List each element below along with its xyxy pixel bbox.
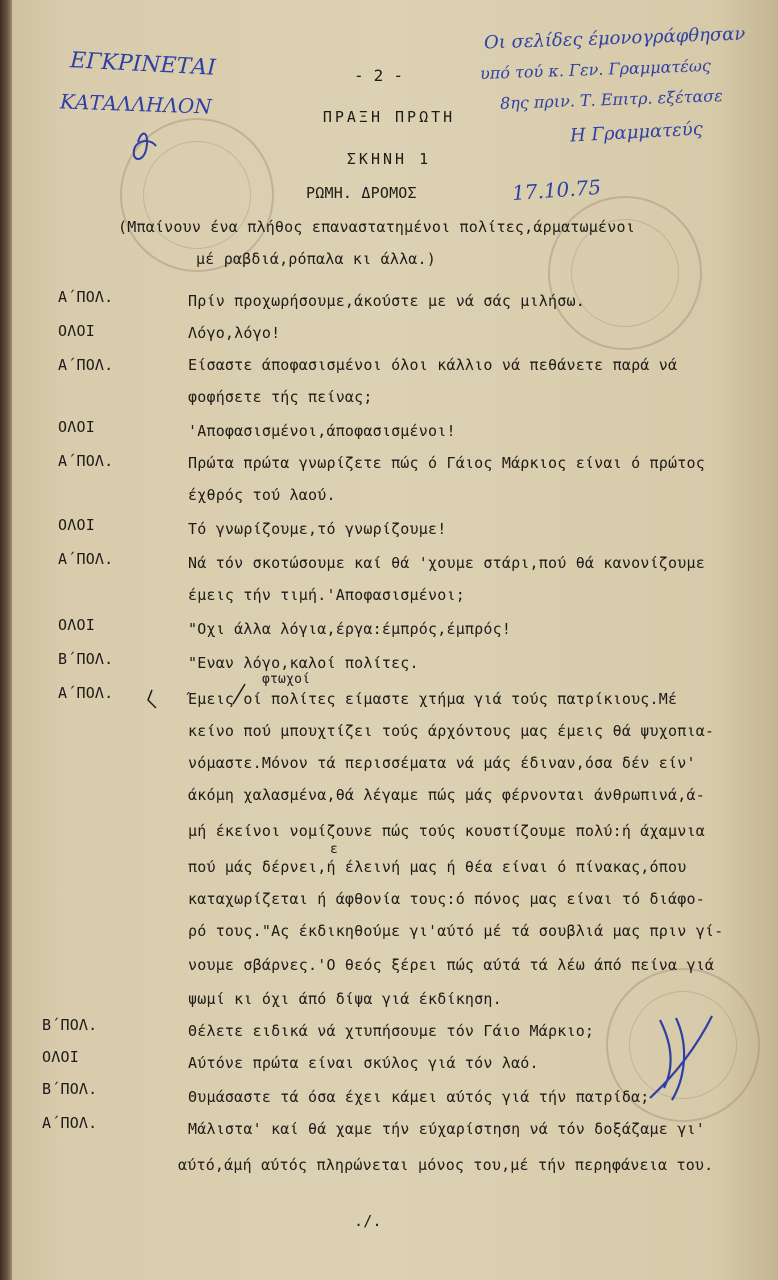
handwritten-insert-letter: ε (330, 842, 339, 857)
speaker-8: ΟΛΟΙ (58, 616, 95, 634)
speaker-2: ΟΛΟΙ (58, 322, 95, 340)
dialogue-line-10-6: πού μάς δέρνει,ή έλεινή μας ή θέα είναι ό πίνακας,όπου (188, 858, 687, 876)
speaker-10: Α΄ΠΟΛ. (58, 684, 114, 702)
setting-line: ΡΩΜΗ. ΔΡΟΜΟΣ (306, 184, 417, 202)
handwritten-approval-1: ΕΓΚΡΙΝΕΤΑΙ (69, 48, 217, 81)
dialogue-line-14-2: αύτό,άμή αύτός πληρώνεται μόνος του,μέ τήν περηφάνεια του. (178, 1156, 714, 1174)
dialogue-line-10-4: άκόμη χαλασμένα,θά λέγαμε πώς μάς φέρνονται άνθρωπινά,ά- (188, 786, 705, 804)
dialogue-line-10-3: νόμαστε.Μόνον τά περισσέματα νά μάς έδιναν,όσα δέν είν' (188, 754, 696, 772)
speaker-7: Α΄ΠΟΛ. (58, 550, 114, 568)
dialogue-line-7-2: έμεις τήν τιμή.'Αποφασισμένοι; (188, 586, 465, 604)
dialogue-line-8-1: "Οχι άλλα λόγια,έργα:έμπρός,έμπρός! (188, 620, 512, 638)
dialogue-line-5-2: έχθρός τού λαού. (188, 486, 336, 504)
dialogue-line-7-1: Νά τόν σκοτώσουμε καί θά 'χουμε στάρι,πού θά κανονίζουμε (188, 554, 705, 572)
handwritten-note-1: Οι σελίδες έμονογράφθησαν (483, 23, 746, 54)
handwritten-note-2: υπό τού κ. Γεν. Γραμματέως (479, 55, 712, 84)
dialogue-line-6-1: Τό γνωρίζουμε,τό γνωρίζουμε! (188, 520, 447, 538)
dialogue-line-10-7: καταχωρίζεται ή άφθονία τους:ό πόνος μας είναι τό διάφο- (188, 890, 705, 908)
dialogue-line-10-10: ψωμί κι όχι άπό δίψα γιά έκδίκηση. (188, 990, 502, 1008)
speaker-14: Α΄ΠΟΛ. (42, 1114, 98, 1132)
handwritten-note-4: Η Γραμματεύς (569, 118, 704, 147)
dialogue-line-14-1: Μάλιστα' καί θά χαμε τήν εύχαρίστηση νά τόν δοξάζαμε γι' (188, 1120, 705, 1138)
dialogue-line-3-2: φοφήσετε τής πείνας; (188, 388, 373, 406)
dialogue-line-1-1: Πρίν προχωρήσουμε,άκούστε με νά σάς μιλήσω. (188, 292, 585, 310)
insertion-caret (148, 690, 156, 708)
speaker-9: Β΄ΠΟΛ. (58, 650, 114, 668)
handwritten-approval-2: ΚΑΤΑΛΛΗΛΟΝ (59, 89, 213, 119)
dialogue-line-10-5: μή έκείνοι νομίζουνε πώς τούς κουστίζουμε πολύ:ή άχαμνια (188, 822, 705, 840)
speaker-1: Α΄ΠΟΛ. (58, 288, 114, 306)
dialogue-line-10-9: νουμε σβάρνες.'Ο θεός ξέρει πώς αύτά τά λέω άπό πείνα γιά (188, 956, 715, 974)
dialogue-line-13-1: Θυμάσαστε τά όσα έχει κάμει αύτός γιά τήν πατρίδα; (188, 1088, 650, 1106)
dialogue-line-5-1: Πρώτα πρώτα γνωρίζετε πώς ό Γάιος Μάρκιος είναι ό πρώτος (188, 454, 705, 472)
speaker-3: Α΄ΠΟΛ. (58, 356, 114, 374)
scene-title: ΣΚΗΝΗ 1 (346, 150, 432, 168)
stage-direction-2: μέ ραβδιά,ρόπαλα κι άλλα.) (196, 250, 436, 268)
dialogue-line-3-1: Είσαστε άποφασισμένοι όλοι κάλλιο νά πεθάνετε παρά νά (188, 356, 678, 374)
speaker-6: ΟΛΟΙ (58, 516, 95, 534)
handwritten-insert-word: φτωχοί (262, 672, 311, 687)
speaker-12: ΟΛΟΙ (42, 1048, 79, 1066)
dialogue-line-2-1: Λόγο,λόγο! (188, 324, 281, 342)
dialogue-line-10-2: κείνο πού μπουχτίζει τούς άρχόντους μας έμεις θά ψυχοπια- (188, 722, 715, 740)
dialogue-line-12-1: Αύτόνε πρώτα είναι σκύλος γιά τόν λαό. (188, 1054, 539, 1072)
dialogue-line-9-1: "Εναν λόγο,καλοί πολίτες. (188, 654, 419, 672)
act-title: ΠΡΑΞΗ ΠΡΩΤΗ (322, 108, 456, 126)
page-number: - 2 - (354, 66, 404, 85)
handwritten-date: 17.10.75 (511, 174, 602, 206)
stage-direction-1: (Μπαίνουν ένα πλήθος επαναστατημένοι πολίτες,άρματωμένοι (118, 218, 635, 236)
dialogue-line-11-1: Θέλετε ειδικά νά χτυπήσουμε τόν Γάιο Μάρκιο; (188, 1022, 595, 1040)
dialogue-line-10-1: Έμεις οί πολίτες είμαστε χτήμα γιά τούς πατρίκιους.Μέ (188, 690, 678, 708)
dialogue-line-4-1: 'Αποφασισμένοι,άποφασισμένοι! (188, 422, 456, 440)
speaker-13: Β΄ΠΟΛ. (42, 1080, 98, 1098)
speaker-5: Α΄ΠΟΛ. (58, 452, 114, 470)
speaker-11: Β΄ΠΟΛ. (42, 1016, 98, 1034)
speaker-4: ΟΛΟΙ (58, 418, 95, 436)
signature-scribble-right (650, 1016, 712, 1100)
dialogue-line-10-8: ρό τους."Ας έκδικηθούμε γι'αύτό μέ τά σουβλιά μας πριν γί- (188, 922, 724, 940)
continuation-mark: ./. (354, 1212, 382, 1230)
handwritten-note-3: 8ης πριν. Τ. Επιτρ. εξέτασε (499, 86, 724, 113)
